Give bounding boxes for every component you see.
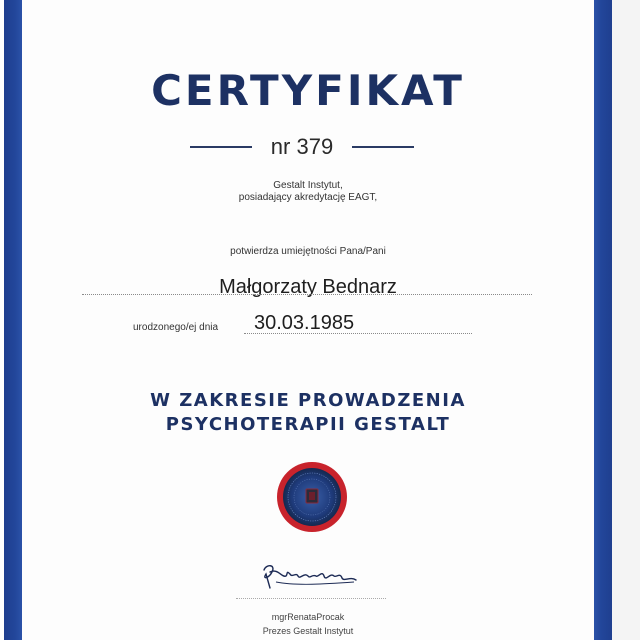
holder-name: Małgorzaty Bednarz — [219, 276, 397, 298]
right-blue-border — [594, 0, 612, 640]
issuer-line-2: posiadający akredytację EAGT, — [238, 192, 378, 203]
signer-role: Prezes Gestalt Instytut — [262, 626, 354, 636]
signature-dotted-line — [236, 598, 386, 599]
birth-date-dotted-line — [244, 333, 472, 334]
certificate-number-row — [190, 132, 414, 162]
left-blue-border — [4, 0, 22, 640]
scope-line-2: PSYCHOTERAPII GESTALT — [165, 414, 451, 435]
outer-margin — [612, 0, 640, 640]
number-rule-right — [352, 146, 414, 148]
birth-date: 30.03.1985 — [254, 312, 355, 334]
certificate-title: CERTYFIKAT — [151, 66, 465, 115]
certificate-number: nr 379 — [270, 134, 334, 159]
born-label: urodzonego/ej dnia — [133, 322, 219, 333]
confirms-text: potwierdza umiejętności Pana/Pani — [230, 246, 386, 257]
name-dotted-line — [82, 294, 532, 295]
number-rule-left — [190, 146, 252, 148]
issuer-line-1: Gestalt Instytut, — [273, 180, 343, 191]
signer-name: mgrRenataProcak — [271, 612, 345, 622]
scope-line-1: W ZAKRESIE PROWADZENIA — [150, 390, 466, 411]
handwritten-signature-icon — [256, 560, 366, 592]
official-seal-icon — [276, 461, 348, 533]
